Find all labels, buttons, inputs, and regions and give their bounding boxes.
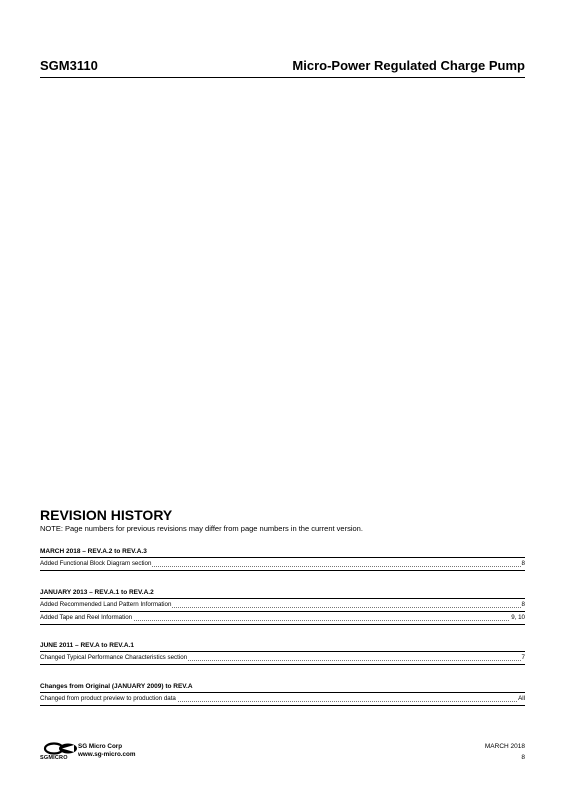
revision-section-title: JANUARY 2013 – REV.A.1 to REV.A.2 [40,588,525,599]
revision-entry-page: 8 [521,558,525,570]
revision-entry-page: 9, 10 [510,612,525,624]
revision-entry-text: Changed Typical Performance Characteristics section [40,654,188,661]
footer-date: MARCH 2018 [484,743,525,750]
part-number: SGM3110 [40,58,98,73]
revision-section-title: JUNE 2011 – REV.A to REV.A.1 [40,641,525,652]
revision-section [40,588,525,625]
page-header [40,58,525,75]
revision-section [40,547,525,571]
revision-entry [40,612,525,625]
revision-entry [40,558,525,571]
revision-section [40,641,525,665]
revision-section-title: MARCH 2018 – REV.A.2 to REV.A.3 [40,547,525,558]
revision-history-heading: REVISION HISTORY [40,507,173,523]
document-title: Micro-Power Regulated Charge Pump [292,58,525,73]
revision-section-title: Changes from Original (JANUARY 2009) to REV.A [40,682,525,693]
revision-entry [40,693,525,706]
company-name: SG Micro Corp [78,743,123,750]
revision-entry-page: 8 [521,599,525,611]
page-number: 8 [521,754,525,761]
revision-entry-text: Changed from product preview to production data [40,695,176,702]
revision-entry-page: 7 [521,652,525,664]
revision-entry-text: Added Functional Block Diagram section [40,560,152,567]
revision-section [40,682,525,706]
revision-note: NOTE: Page numbers for previous revisions may differ from page numbers in the current version. [40,524,363,533]
company-info [78,743,136,759]
revision-entry-text: Added Tape and Reel Information [40,614,133,621]
revision-history [40,507,525,534]
revision-entry-page: All [517,693,525,705]
revision-entry [40,599,525,612]
company-website[interactable]: www.sg-micro.com [78,751,136,758]
revision-entry-text: Added Recommended Land Pattern Information [40,601,172,608]
logo-text: SGMICRO [40,755,68,761]
revision-entry [40,652,525,665]
header-rule [40,77,525,78]
